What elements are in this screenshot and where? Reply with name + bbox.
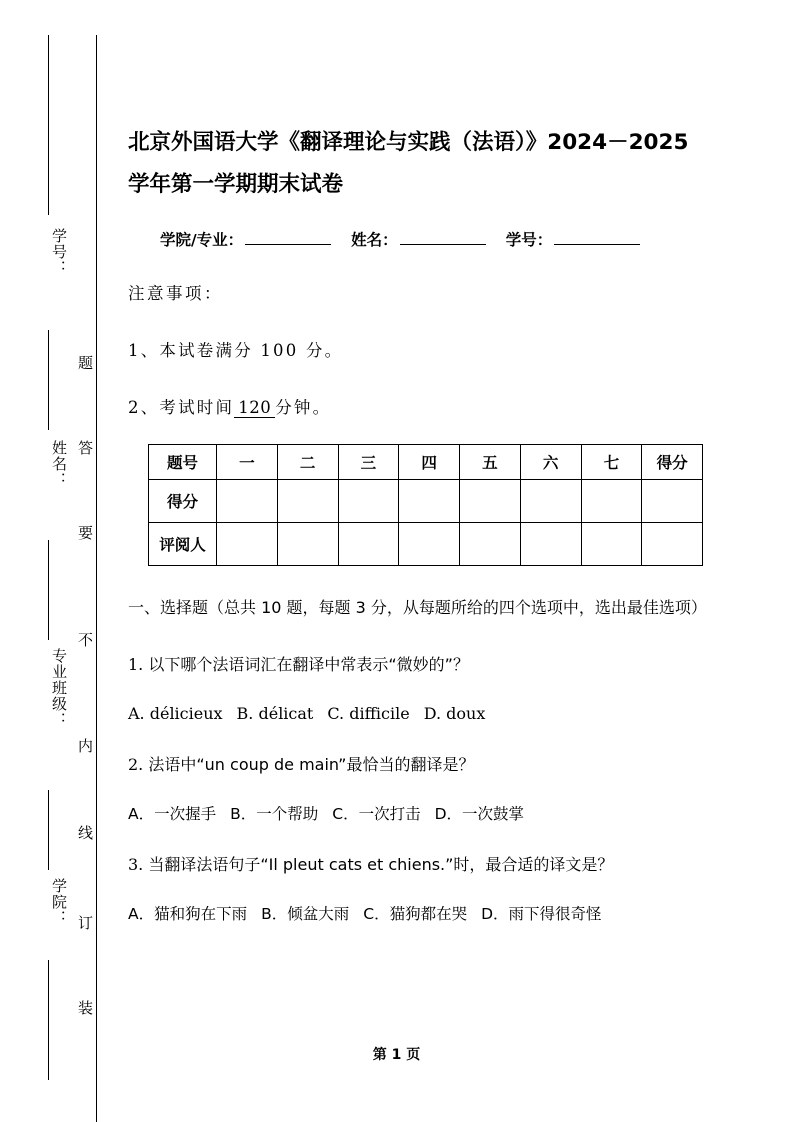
question-3-number: 3.: [128, 855, 144, 874]
notice-item-2-text-after: 分钟。: [275, 398, 332, 417]
score-cell-5[interactable]: [460, 480, 521, 523]
question-1-option-a[interactable]: A. délicieux: [128, 704, 223, 723]
question-2-options: [128, 778, 703, 826]
score-table-header-3: 三: [338, 445, 399, 480]
seal-outer-label-class: 专业班级：: [50, 648, 68, 728]
grader-cell-2[interactable]: [277, 523, 338, 566]
score-cell-6[interactable]: [520, 480, 581, 523]
table-row-header: [149, 445, 703, 480]
question-2-option-d[interactable]: D．一次鼓掌: [434, 805, 525, 823]
grader-cell-6[interactable]: [520, 523, 581, 566]
seal-inner-char-2: 要: [76, 525, 94, 540]
score-cell-3[interactable]: [338, 480, 399, 523]
score-table-header-8: 得分: [642, 445, 703, 480]
table-row-score: [149, 480, 703, 523]
grader-cell-7[interactable]: [581, 523, 642, 566]
question-1-number: 1.: [128, 655, 144, 674]
question-3-stem: [128, 826, 703, 878]
page-footer: [0, 1044, 793, 1064]
seal-outer-rule-3: [48, 540, 49, 640]
seal-line-vertical-rule: [96, 35, 97, 1122]
section-heading-1: 一、选择题（总共 10 题，每题 3 分，从每题所给的四个选项中，选出最佳选项）: [128, 598, 707, 617]
page-title: [128, 0, 703, 206]
question-1-options: [128, 678, 703, 726]
seal-outer-label-student-id: 学号：: [50, 228, 68, 276]
student-id-label: 学号：: [505, 231, 553, 249]
name-label: 姓名：: [351, 231, 398, 249]
question-3-option-a[interactable]: A．猫和狗在下雨: [128, 905, 248, 923]
question-2-option-b[interactable]: B．一个帮助: [230, 805, 319, 823]
score-table-header-1: 一: [217, 445, 278, 480]
score-table-header-7: 七: [581, 445, 642, 480]
question-2-text: 法语中“un coup de main”最恰当的翻译是？: [148, 755, 475, 774]
question-3-option-c[interactable]: C．猫狗都在哭: [363, 905, 468, 923]
notice-item-1: [128, 304, 703, 361]
seal-outer-rule-1: [48, 35, 49, 215]
score-table-header-6: 六: [520, 445, 581, 480]
score-table-header-5: 五: [460, 445, 521, 480]
grader-cell-5[interactable]: [460, 523, 521, 566]
college-major-label: 学院/专业：: [160, 231, 244, 249]
notice-item-2: [128, 361, 703, 418]
question-3-option-b[interactable]: B．倾盆大雨: [261, 905, 350, 923]
table-row-grader: [149, 523, 703, 566]
grader-cell-1[interactable]: [217, 523, 278, 566]
score-row-label: 得分: [149, 480, 217, 523]
question-3-option-d[interactable]: D．雨下得很奇怪: [481, 905, 602, 923]
college-major-field[interactable]: [245, 231, 331, 245]
score-cell-1[interactable]: [217, 480, 278, 523]
seal-outer-rule-2: [48, 330, 49, 430]
seal-inner-char-0: 题: [76, 355, 94, 370]
seal-outer-label-name: 姓名：: [50, 440, 68, 488]
score-cell-7[interactable]: [581, 480, 642, 523]
question-2-number: 2.: [128, 755, 144, 774]
seal-inner-char-6: 订: [76, 915, 94, 930]
seal-outer-label-college: 学院：: [50, 878, 68, 926]
seal-inner-char-3: 不: [76, 632, 94, 647]
question-1-option-d[interactable]: D. doux: [423, 704, 486, 723]
score-cell-4[interactable]: [399, 480, 460, 523]
score-cell-total[interactable]: [642, 480, 703, 523]
score-table-header-0: 题号: [149, 445, 217, 480]
page-title-line-2: 学年第一学期期末试卷: [128, 172, 344, 197]
score-table: [148, 444, 703, 566]
question-3-text: 当翻译法语句子“Il pleut cats et chiens.”时，最合适的译文是？: [148, 855, 614, 874]
score-cell-2[interactable]: [277, 480, 338, 523]
page-title-line-1: 北京外国语大学《翻译理论与实践（法语）》2024－2025: [128, 130, 689, 155]
score-table-container: [128, 418, 703, 566]
notice-item-2-text-before: 2、考试时间: [128, 398, 235, 417]
question-2-option-a[interactable]: A．一次握手: [128, 805, 217, 823]
seal-inner-char-1: 答: [76, 440, 94, 455]
question-1-option-b[interactable]: B. délicat: [236, 704, 314, 723]
question-2-option-c[interactable]: C．一次打击: [332, 805, 421, 823]
grader-cell-total[interactable]: [642, 523, 703, 566]
notice-heading: 注意事项：: [128, 284, 223, 303]
student-id-field[interactable]: [554, 231, 640, 245]
seal-outer-rule-4: [48, 790, 49, 870]
student-info-line: [128, 206, 703, 250]
grader-cell-4[interactable]: [399, 523, 460, 566]
question-3-options: [128, 878, 703, 926]
grader-cell-3[interactable]: [338, 523, 399, 566]
question-1-text: 以下哪个法语词汇在翻译中常表示“微妙的”？: [148, 655, 469, 674]
grader-row-label: 评阅人: [149, 523, 217, 566]
question-2-stem: [128, 726, 703, 778]
name-field[interactable]: [400, 231, 486, 245]
exam-content: [128, 0, 707, 926]
seal-inner-char-4: 内: [76, 738, 94, 753]
seal-inner-char-5: 线: [76, 825, 94, 840]
seal-inner-char-7: 装: [76, 1000, 94, 1015]
exam-duration-field[interactable]: 120: [234, 398, 275, 418]
page-number: 第 1 页: [372, 1047, 421, 1063]
notice-item-1-text: 1、本试卷满分 100 分。: [128, 341, 344, 360]
question-1-option-c[interactable]: C. difficile: [327, 704, 410, 723]
score-table-header-2: 二: [277, 445, 338, 480]
score-table-header-4: 四: [399, 445, 460, 480]
question-1-stem: [128, 626, 703, 678]
